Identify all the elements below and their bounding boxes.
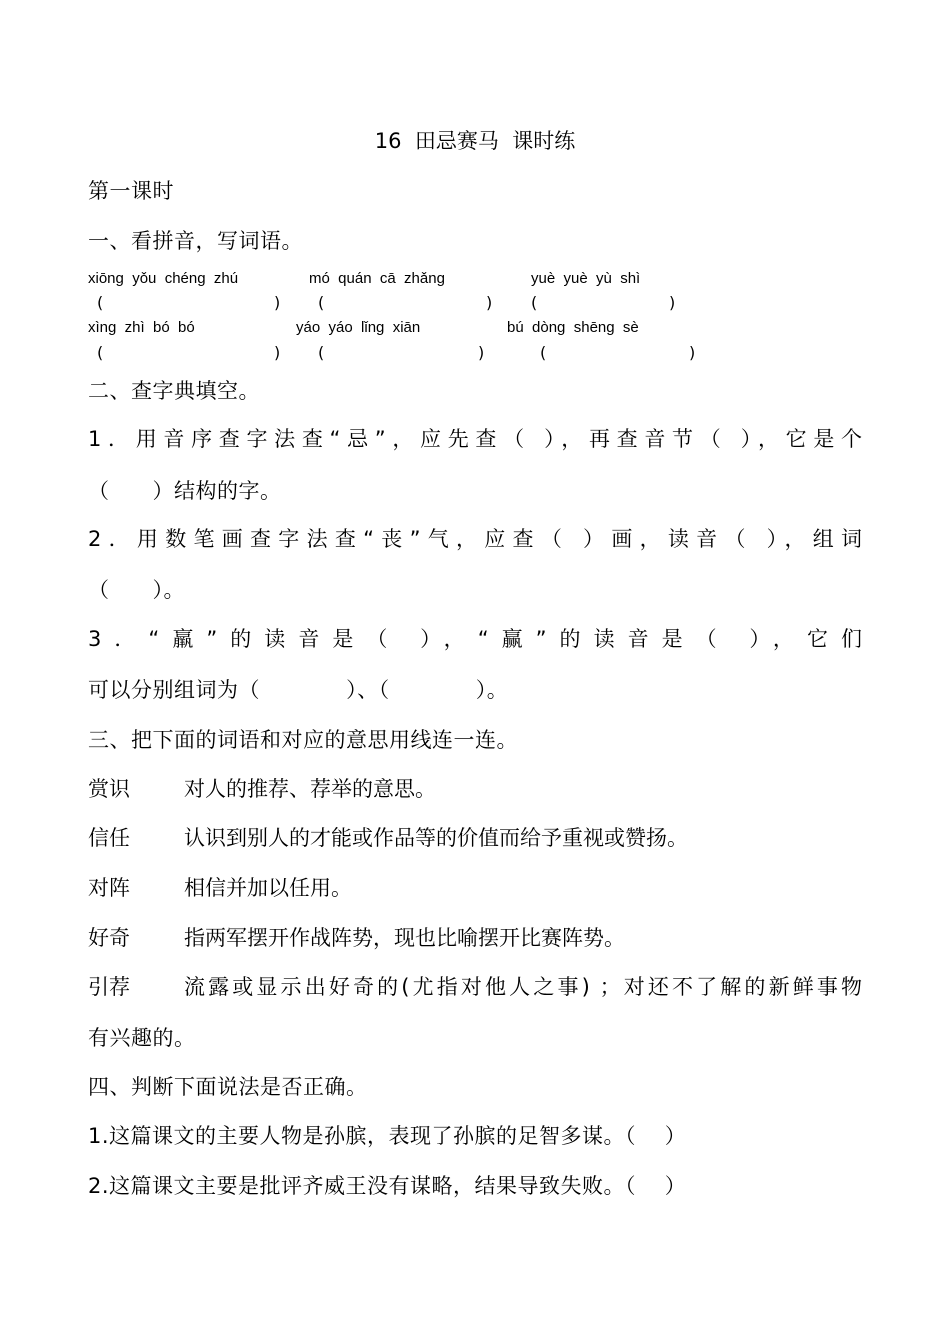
pinyin-6: bú dòng shēng sè — [507, 319, 639, 336]
question-1-line-1: 1．用音序查字法查“忌”，应先查（ ），再查音节（ ），它是个 — [88, 427, 862, 451]
question-2-line-1: 2．用数笔画查字法查“丧”气，应查（ ）画，读音（ ），组词 — [88, 527, 862, 551]
answer-paren-open: ( — [531, 293, 538, 312]
answer-paren-open: ( — [318, 343, 325, 362]
match-word: 赏识 — [88, 777, 130, 801]
answer-paren-close: ) — [669, 293, 676, 312]
match-word: 对阵 — [88, 876, 130, 900]
section3-heading: 三、把下面的词语和对应的意思用线连一连。 — [88, 728, 518, 752]
answer-paren-open: ( — [318, 293, 325, 312]
section2-heading: 二、查字典填空。 — [88, 379, 260, 403]
answer-paren-open: ( — [540, 343, 547, 362]
match-meaning: 认识到别人的才能或作品等的价值而给予重视或赞扬。 — [184, 826, 688, 850]
judgment-item-1: 1.这篇课文的主要人物是孙膑，表现了孙膑的足智多谋。（ ） — [88, 1124, 687, 1148]
pinyin-3: yuè yuè yù shì — [531, 270, 641, 287]
answer-paren-open: ( — [97, 293, 104, 312]
match-word: 信任 — [88, 826, 130, 850]
answer-paren-close: ) — [478, 343, 485, 362]
match-meaning: 指两军摆开作战阵势，现也比喻摆开比赛阵势。 — [184, 926, 625, 950]
pinyin-5: yáo yáo lǐng xiān — [296, 319, 421, 336]
answer-paren-open: ( — [97, 343, 104, 362]
question-3-line-2: 可以分别组词为（ ）、（ ）。 — [88, 678, 509, 702]
match-word: 好奇 — [88, 926, 130, 950]
pinyin-4: xìng zhì bó bó — [88, 319, 195, 336]
match-meaning: 流露或显示出好奇的(尤指对他人之事) ；对还不了解的新鲜事物 — [184, 975, 862, 999]
match-meaning: 对人的推荐、荐举的意思。 — [184, 777, 436, 801]
match-meaning: 相信并加以任用。 — [184, 876, 352, 900]
answer-paren-close: ) — [274, 343, 281, 362]
question-3-line-1: 3．“羸”的读音是（ ），“赢”的读音是（ ），它们 — [88, 627, 862, 651]
question-2-line-2: （ ）。 — [88, 578, 186, 602]
answer-paren-close: ) — [689, 343, 696, 362]
answer-paren-close: ) — [274, 293, 281, 312]
section1-heading: 一、看拼音，写词语。 — [88, 229, 303, 253]
page-title: 16 田忌赛马 课时练 — [374, 129, 576, 153]
section4-heading: 四、判断下面说法是否正确。 — [88, 1075, 368, 1099]
answer-paren-close: ) — [486, 293, 493, 312]
lesson-label: 第一课时 — [88, 179, 174, 203]
question-1-line-2: （ ）结构的字。 — [88, 479, 282, 503]
pinyin-2: mó quán cā zhǎng — [309, 270, 445, 287]
match-word: 引荐 — [88, 975, 130, 999]
match-meaning-continued: 有兴趣的。 — [88, 1026, 196, 1050]
judgment-item-2: 2.这篇课文主要是批评齐威王没有谋略，结果导致失败。（ ） — [88, 1174, 687, 1198]
pinyin-1: xiōng yǒu chéng zhú — [88, 270, 239, 287]
